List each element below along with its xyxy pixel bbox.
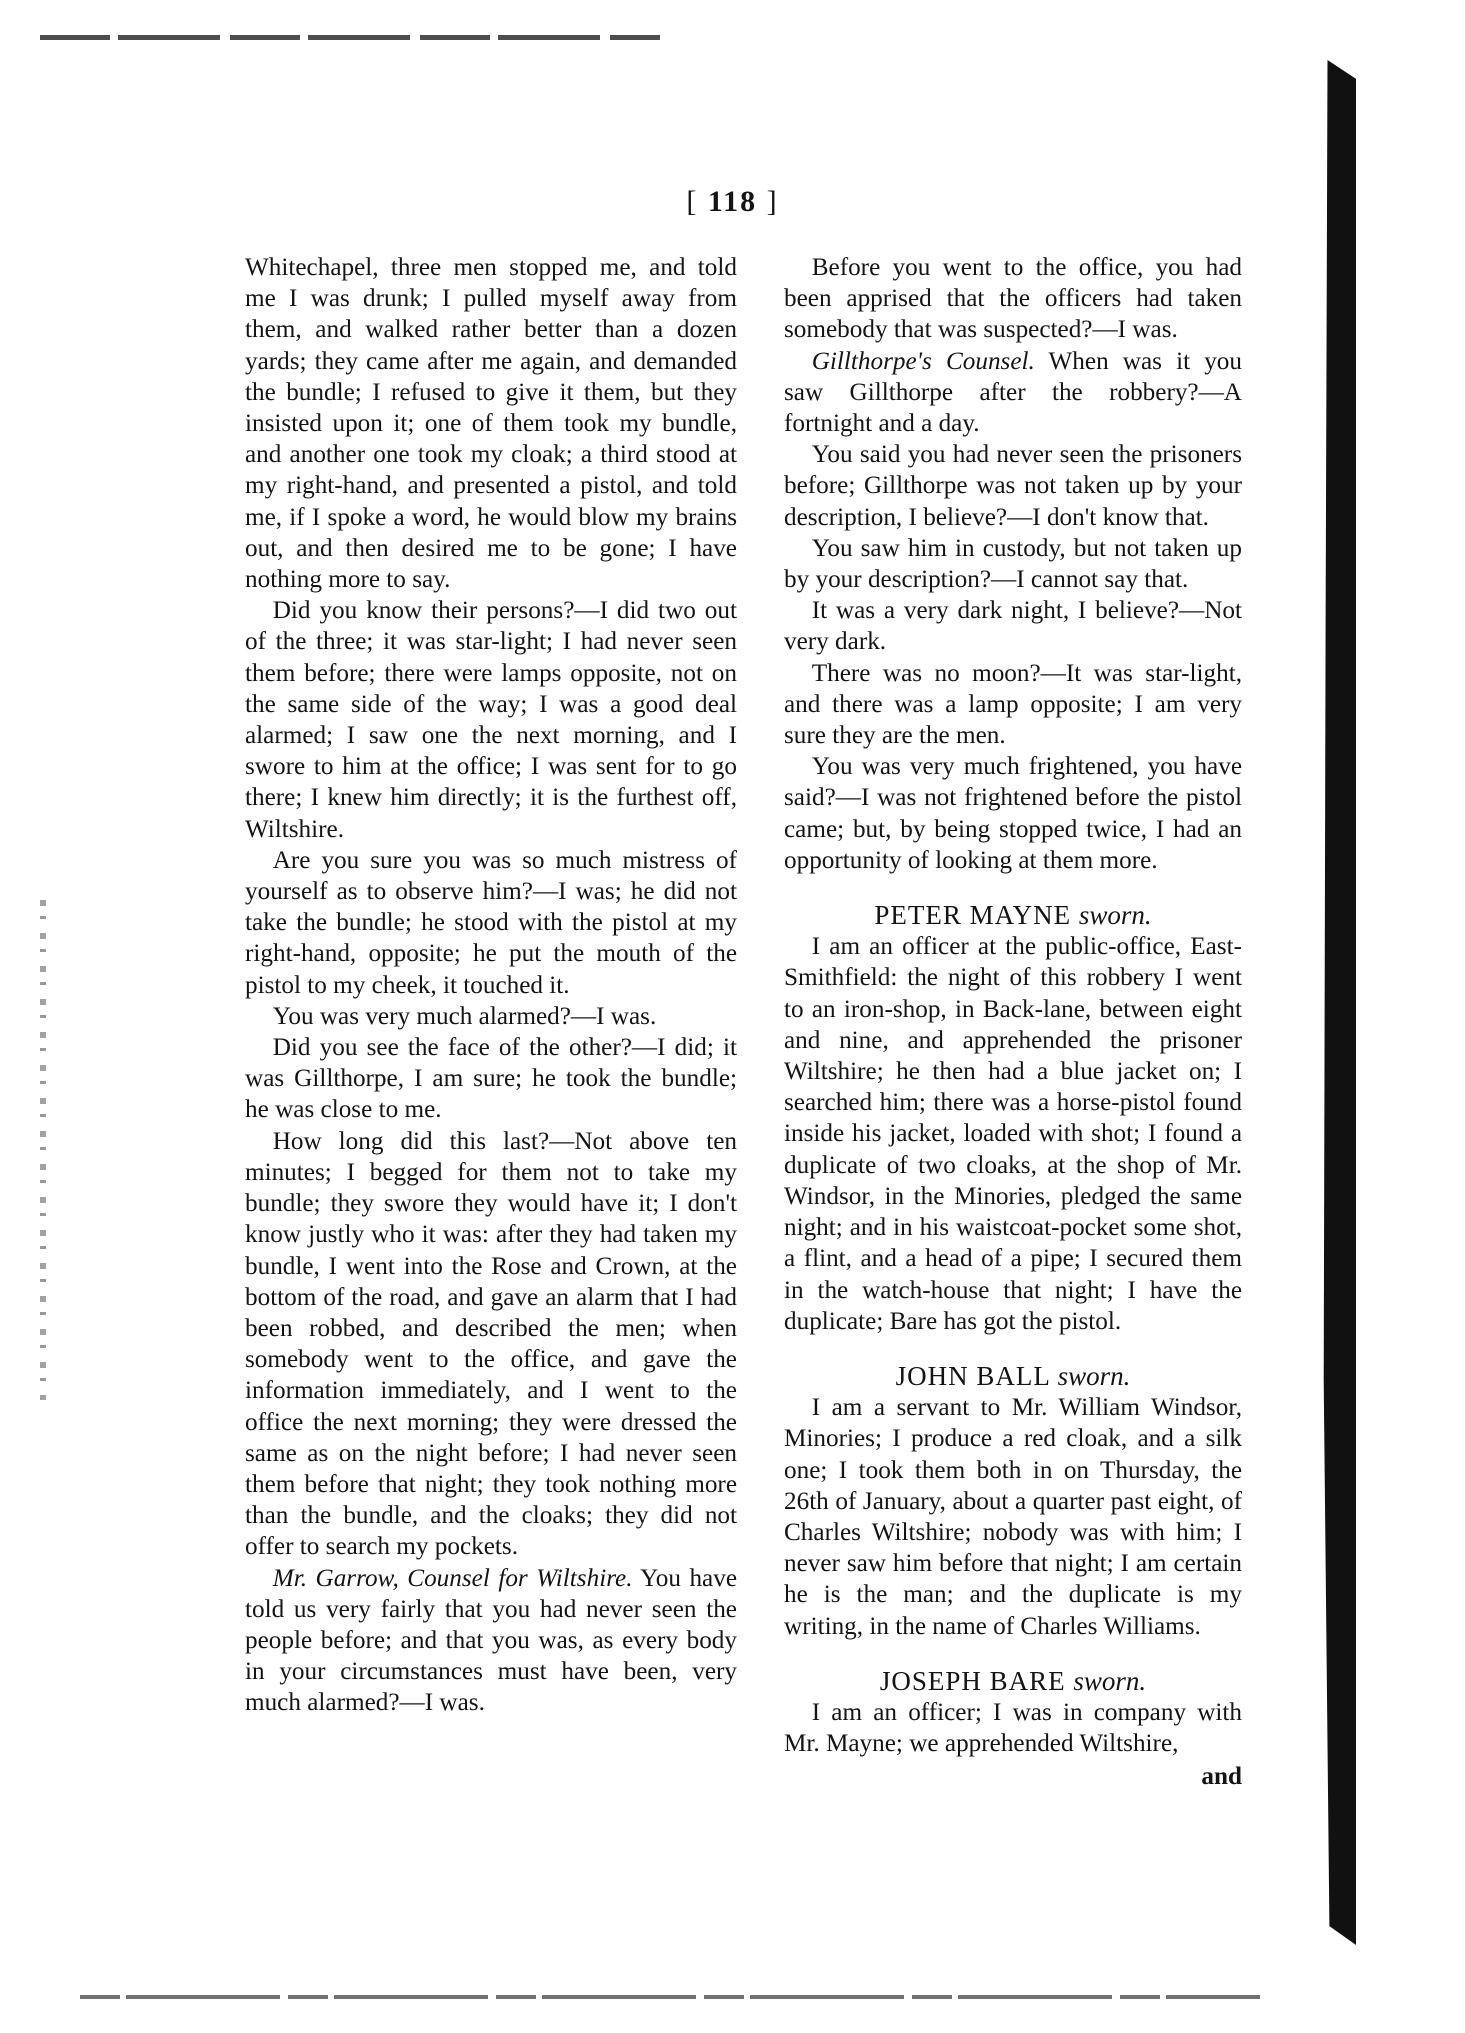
left-column	[245, 252, 737, 1719]
paragraph-text: I am an officer; I was in company with Mr. Mayne; we apprehended Wiltshire,	[784, 1698, 1242, 1758]
paragraph-text: You saw him in custody, but not taken up by your description?—I cannot say that.	[784, 534, 1242, 594]
paragraph	[245, 595, 737, 845]
sworn-label: sworn.	[1057, 1360, 1131, 1391]
paragraph	[784, 1392, 1242, 1642]
paragraph	[245, 1032, 737, 1126]
page-number: 118	[707, 185, 758, 218]
paragraph	[784, 439, 1242, 533]
paragraph	[784, 595, 1242, 657]
paragraph	[245, 845, 737, 1001]
witness-name: JOHN BALL	[895, 1360, 1050, 1391]
paragraph-text: You have told us very fairly that you had never seen the people before; and that you was, as every body in your circumstances must have been, very much alarmed?—I was.	[245, 1564, 738, 1717]
sworn-label: sworn.	[1078, 900, 1152, 931]
paragraph	[245, 1001, 737, 1032]
scan-bottom-rule	[80, 1995, 1260, 1999]
paragraph-text: When was it you saw Gillthorpe after the robbery?—A fortnight and a day.	[784, 347, 1242, 438]
paragraph-text: Did you see the face of the other?—I did; it was Gillthorpe, I am sure; he took the bundle; he was close to me.	[245, 1034, 737, 1124]
paragraph	[784, 346, 1242, 440]
witness-heading	[784, 900, 1242, 931]
paragraph-text: How long did this last?—Not above ten minutes; I begged for them not to take my bundle; they swore they would have it; I don't know justly who it was: after they had taken my bundle, I went into the Rose and Crown, at the bottom of the road, and gave an alarm that I had been robbed, and described the men; when somebody went to the office, and gave the information immediately, and I went to the office the next morning; they were dressed the same as on the night before; I had never seen them before that night; they took nothing more than the bundle, and the cloaks; they did not offer to search my pockets.	[245, 1127, 737, 1561]
paragraph-text: You said you had never seen the prisoners before; Gillthorpe was not taken up by your description, I believe?—I don't know that.	[784, 441, 1242, 531]
paragraph	[784, 751, 1242, 876]
paragraph	[784, 658, 1242, 752]
bracket-close: ]	[766, 185, 779, 218]
paragraph-text: I am a servant to Mr. William Windsor, Minories; I produce a red cloak, and a silk one; I took them both in on Thursday, the 26th of January, about a quarter past eight, of Charles Wiltshire; nobody was with him; I never saw him before that night; I am certain he is the man; and the duplicate is my writing, in the name of Charles Williams.	[784, 1394, 1242, 1640]
paragraph	[784, 931, 1242, 1337]
right-column	[784, 252, 1242, 1793]
paragraph	[245, 1126, 737, 1563]
witness-name: PETER MAYNE	[874, 900, 1072, 931]
witness-heading	[784, 1666, 1242, 1697]
paragraph-text: You was very much frightened, you have said?—I was not frightened before the pistol came; but, by being stopped twice, I had an opportunity of looking at them more.	[784, 753, 1242, 874]
paragraph-text: You was very much alarmed?—I was.	[272, 1002, 657, 1030]
speaker-label: Gillthorpe's Counsel.	[811, 347, 1035, 375]
scan-margin-noise	[40, 900, 46, 1400]
witness-heading	[784, 1361, 1242, 1392]
paragraph-text: Are you sure you was so much mistress of yourself as to observe him?—I was; he did not take the bundle; he stood with the pistol at my right-hand, opposite; he put the mouth of the pistol to my cheek, it touched it.	[245, 846, 737, 999]
scan-top-rule	[40, 35, 660, 40]
paragraph-text: Did you know their persons?—I did two out of the three; it was star-light; I had never seen them before; there were lamps opposite, not on the same side of the way; I was a good deal alarmed; I saw one the next morning, and I swore to him at the office; I was sent for to go there; I knew him directly; it is the furthest off, Wiltshire.	[245, 597, 737, 843]
paragraph	[245, 252, 737, 595]
scan-binding-shadow	[1318, 60, 1356, 1945]
bracket-open: [	[686, 185, 699, 218]
paragraph-text: Whitechapel, three men stopped me, and told me I was drunk; I pulled myself away from them, and walked rather better than a dozen yards; they came after me again, and demanded the bundle; I refused to give it them, but they insisted upon it; one of them took my bundle, and another one took my cloak; a third stood at my right-hand, and presented a pistol, and told me, if I spoke a word, he would blow my brains out, and then desired me to be gone; I have nothing more to say.	[245, 254, 737, 594]
paragraph	[245, 1563, 737, 1719]
paragraph-text: There was no moon?—It was star-light, and there was a lamp opposite; I am very sure they are the men.	[784, 659, 1242, 750]
sworn-label: sworn.	[1073, 1665, 1147, 1696]
paragraph-text: Before you went to the office, you had been apprised that the officers had taken somebody that was suspected?—I was.	[784, 254, 1242, 344]
speaker-label: Mr. Garrow, Counsel for Wiltshire.	[272, 1564, 633, 1592]
paragraph-text: It was a very dark night, I believe?—Not very dark.	[784, 597, 1242, 656]
paragraph	[784, 252, 1242, 346]
witness-name: JOSEPH BARE	[879, 1665, 1066, 1696]
paragraph	[784, 1697, 1242, 1759]
paragraph-text: I am an officer at the public-office, East-Smithfield: the night of this robbery I went to an iron-shop, in Back-lane, between eight and nine, and apprehended the prisoner Wiltshire; he then had a blue jacket on; I searched him; there was a horse-pistol found inside his jacket, loaded with shot; I found a duplicate of two cloaks, at the shop of Mr. Windsor, in the Minories, pledged the same night; and in his waistcoat-pocket some shot, a flint, and a head of a pipe; I secured them in the watch-house that night; I have the duplicate; Bare has got the pistol.	[784, 933, 1242, 1335]
page-number-header	[0, 185, 1465, 219]
paragraph	[784, 533, 1242, 595]
catchword: and	[1201, 1763, 1242, 1791]
